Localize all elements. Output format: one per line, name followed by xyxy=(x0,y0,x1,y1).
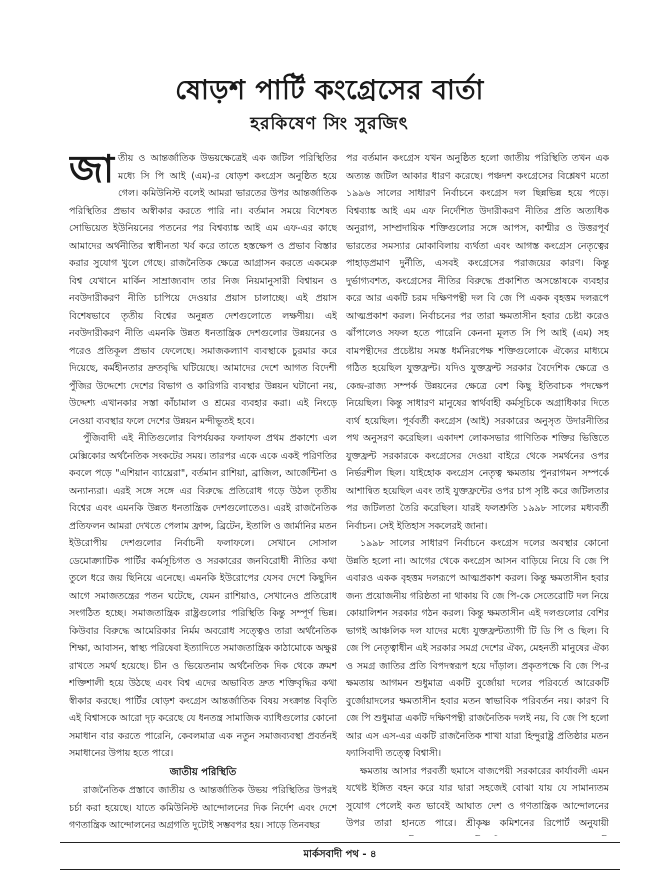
article-title: ষোড়শ পার্টি কংগ্রেসের বার্তা xyxy=(175,75,484,106)
right-column xyxy=(346,150,609,836)
paragraph: পর বর্তমান কংগ্রেস যখন অনুষ্ঠিত হলো জাতীয় পরিস্থিতি তখন এক অত্যন্ত জটিল আকার ধারণ করেছে। পঞ্চদশ কংগ্রেসের বিশ্লেষণ মতো ১৯৯৬ সালের সাধারণ নির্বাচনে কংগ্রেস দল ছিন্নভিন্ন হয়ে পড়ে। বিশ্বব্যাঙ্ক আই এম এফ নির্দেশিত উদারীকরণ নীতির প্রতি অত্যধিক অনুরাগ, সাম্প্রদায়িক শক্তিগুলোর সঙ্গে আপস, কাশ্মীর ও উত্তরপূর্ব ভারতের সমস্যার মোকাবিলায় ব্যর্থতা এবং আগস্ত কংগ্রেস নেতৃত্বের পাহাড়প্রমাণ দুর্নীতি, এসবই কংগ্রেসের পরাজয়ের কারণ। কিন্তু দুর্ভাগ্যবশত, কংগ্রেসের নীতির বিরুদ্ধে প্রকাশিত অসন্তোষকে ব্যবহার করে আর একটি চরম দক্ষিণপন্থী দল বি জে পি একক বৃহত্তম দলরূপে আত্মপ্রকাশ করল। নির্বাচনের পর তারা ক্ষমতাসীন হবার চেষ্টা করেও ঝাঁপালেও সফল হতে পারেনি কেননা মূলত সি পি আই (এম) সহ বামপন্থীদের প্রচেষ্টায় সমস্ত ধর্মনিরপেক্ষ শক্তিগুলোকে ঐক্যের মাধ্যমে গঠিত হয়েছিল যুক্তফ্রন্ট। যদিও যুক্তফ্রন্ট সরকার বৈদেশিক ক্ষেত্রে ও কেন্দ্র-রাজ্য সম্পর্ক উন্নয়নের ক্ষেত্রে বেশ কিছু ইতিবাচক পদক্ষেপ নিয়েছিল। কিন্তু সাধারণ মানুষের স্বার্থবাহী কর্মসূচিকে অগ্রাধিকার দিতে ব্যর্থ হয়েছিল। পূর্ববর্তী কংগ্রেস (আই) সরকারের অনুসৃত উদারনীতির পথ অনুসরণ করেছিল। একাদশ লোকসভার গাণিতিক শক্তির ভিত্তিতে যুক্তফ্রন্ট সরকারকে কংগ্রেসের দেওয়া বাইরে থেকে সমর্থনের ওপর নির্ভরশীল ছিল। যাইহোক কংগ্রেস নেতৃত্ব ক্ষমতায় পুনরাগমন সম্পর্কে আশান্বিত হয়েছিল এবং তাই যুক্তফ্রন্টের ওপর চাপ সৃষ্টি করে জটিলতার পর জটিলতা তৈরি করেছিল। যারই ফলশ্রুতি ১৯৯৮ সালের মধ্যবর্তী নির্বাচন। সেই ইতিহাস সকলেরই জানা। xyxy=(346,153,609,532)
paragraph: পুঁজিবাদী এই নীতিগুলোর বিপর্যয়কর ফলাফল প্রথম প্রকাশ্যে এল মেক্সিকোর অর্থনৈতিক সংকটের সময়। তারপর একে একে একই পরিণতির কবলে পড়ে "এশিয়ান ব্যাঘ্রেরা", বর্তমান রাশিয়া, ব্রাজিল, আর্জেন্টিনা ও অন্যান্যরা। এরই সঙ্গে সঙ্গে এর বিরুদ্ধে প্রতিরোধ গড়ে উঠল তৃতীয় বিশ্বের এবং এমনকি উন্নত ধনতান্ত্রিক দেশগুলোতেও। এরই রাজনৈতিক প্রতিফলন আমরা দেখতে পেলাম ফ্রান্স, ব্রিটেন, ইতালি ও জার্মানির মতন ইউরোপীয় দেশগুলোর নির্বাচনী ফলাফলে। সেখানে সোসাল ডেমোক্র্যাটিক পার্টির কর্মসূচিগত ও সরকারের জনবিরোধী নীতির কথা তুলে ধরে জয় ছিনিয়ে এনেছে। এমনকি ইউরোপের যেসব দেশে কিছুদিন আগে সমাজতন্ত্রের পতন ঘটেছে, যেমন রাশিয়াও, সেখানেও প্রতিরোধ সংগঠিত হচ্ছে। সমাজতান্ত্রিক রাষ্ট্রগুলোর পরিস্থিতি কিন্তু সম্পূর্ণ ভিন্ন। কিউবার বিরুদ্ধে আমেরিকার নির্মম অবরোধ সত্ত্বেও তারা অর্থনৈতিক শিক্ষা, আবাসন, স্বাস্থ্য পরিষেবা ইত্যাদিতে সমাজতান্ত্রিক কাঠামোকে অক্ষুণ্ণ রাখতে সমর্থ হয়েছে। চীন ও ভিয়েতনাম অর্থনৈতিক দিক থেকে ক্রমশ শক্তিশালী হয়ে উঠছে এবং বিশ্ব এদের অভাবিত দ্রুত শক্তিবৃদ্ধির কথা স্বীকার করছে। পার্টির ষোড়শ কংগ্রেস আন্তর্জাতিক বিষয় সংক্রান্ত বিবৃতি এই বিশ্বাসকে আরো দৃঢ় করেছে যে ধনতন্ত্র সামাজিক ব্যাধিগুলোর কোনো সমাধান বার করতে পারেনি, কেবলমাত্র এক নতুন সমাজব্যবস্থা প্রবর্তনই সমাধানের উপায় হতে পারে। xyxy=(69,433,337,759)
paragraph xyxy=(69,150,337,430)
left-column xyxy=(69,150,337,836)
paragraph: ক্ষমতায় আসার পরবর্তী ছমাসে বাজপেয়ী সরকারের কার্যাবলী এমন যথেষ্ট ইঙ্গিত বহন করে যার দ্বারা সহজেই বোঝা যায় যে সামান্যতম সুযোগ পেলেই কত ভাবেই আঘাত দেশ ও গণতান্ত্রিক আন্দোলনের উপর তারা হানতে পারে। শ্রীকৃষ্ণ কমিশনের রিপোর্ট অনুযায়ী xyxy=(346,765,609,829)
paragraph-text: তীয় ও আন্তর্জাতিক উভয়ক্ষেত্রেই এক জটিল পরিস্থিতির মধ্যে সি পি আই (এম)-র ষোড়শ কংগ্রেস অনুষ্ঠিত হয়ে গেল। কমিউনিস্ট বলেই আমরা ভারতের উপর আন্তর্জাতিক পরিস্থিতির প্রভাব অস্বীকার করতে পারি না। বর্তমান সময়ে বিশেষত সোভিয়েত ইউনিয়নের পতনের পর বিশ্বব্যাঙ্ক আই এম এফ-এর কাছে আমাদের অর্থনীতির স্বাধীনতা খর্ব করে তাতে হস্তক্ষেপ ও প্রভাব বিস্তার করার সুযোগ খুলে গেছে। রাজনৈতিক ক্ষেত্রে আগ্রাসন করতে একমেরু বিশ্ব যেখানে মার্কিন সাম্রাজ্যবাদ তার নিজ নিয়মানুসারী বিশ্বায়ন ও নবউদারীকরণ নীতি চাপিয়ে দেওয়ার প্রয়াস চালাচ্ছে। এই প্রয়াস বিশেষভাবে তৃতীয় বিশ্বের অনুন্নত দেশগুলোতে লক্ষণীয়। এই নবউদারীকরণ নীতি এমনকি উন্নত ধনতান্ত্রিক দেশগুলোর উন্নয়নের ও পরেও প্রতিকূল প্রভাব ফেলেছে। সমাজকল্যাণ ব্যবস্থাকে চুরমার করে দিয়েছে, কর্মহীনতার দ্রুতবৃদ্ধি ঘটিয়েছে। আমাদের দেশে আগত বিদেশী পুঁজির উদ্দেশ্যে দেশের বিভাগ ও কারিগরি ব্যবস্থার উন্নয়ন ঘটানো নয়, উদ্দেশ্য এখানকার সস্তা কাঁচামাল ও শ্রমের ব্যবহার করা। এই নিংড়ে নেওয়া ব্যবস্থার ফলে দেশের উন্নয়ন মন্দীভূতই হবে। xyxy=(69,153,337,427)
paragraph: ১৯৯৮ সালের সাধারণ নির্বাচনে কংগ্রেস দলের অবস্থার কোনো উন্নতি হলো না। আগের থেকে কংগ্রেস আসন বাড়িয়ে নিয়ে বি জে পি এবারও একক বৃহত্তম দলরূপে আত্মপ্রকাশ করল। কিন্তু ক্ষমতাসীন হবার জন্য প্রয়োজনীয় গরিষ্ঠতা না থাকায় বি জে পি-কে সেতেরোটি দল নিয়ে কোয়ালিশন সরকার গঠন করল। কিন্তু ক্ষমতাসীন এই দলগুলোর বেশির ভাগই আঞ্চলিক দল যাদের মধ্যে যুক্তফ্রন্টত্যাগী টি ডি পি ও ছিল। বি জে পি নেতৃত্বাধীন এই সরকার সমগ্র দেশের ঐক্য, মেহনতী মানুষের ঐক্য ও সমগ্র জাতির প্রতি বিপদস্বরূপ হয়ে দাঁড়াল। প্রকৃতপক্ষে বি জে পি-র ক্ষমতায় আগমন শুধুমাত্র একটি বুর্জোয়া দলের পরিবর্তে আরেকটি বুর্জোয়াদলের ক্ষমতাসীন হবার মতন স্বাভাবিক পরিবর্তন নয়। কারণ বি জে পি শুধুমাত্র একটি দক্ষিণপন্থী রাজনৈতিক দলই নয়, বি জে পি হলো আর এস এস-এর একটি রাজনৈতিক শাখা যারা হিন্দুরাষ্ট্র প্রতিষ্ঠার মতন ফ্যাসিবাদী তত্ত্বে বিশ্বাসী। xyxy=(346,538,609,759)
article-author: হরকিষেণ সিং সুরজিৎ xyxy=(250,114,409,134)
section-heading: জাতীয় পরিস্থিতি xyxy=(169,766,237,778)
page-footer xyxy=(60,842,620,870)
paragraph: রাজনৈতিক প্রস্তাবে জাতীয় ও আন্তর্জাতিক উভয় পরিস্থিতির উপরই চর্চা করা হয়েছে। যাতে কমিউনিস্ট আন্দোলনের দিক নির্দেশ এবং দেশে গণতান্ত্রিক আন্দোলনের অগ্রগতি দুটোই সম্ভবপর হয়। সাড়ে তিনবছর xyxy=(69,785,337,831)
drop-cap: জা xyxy=(69,150,115,191)
footer-text: মার্কসবাদী পথ - ৪ xyxy=(303,849,377,860)
